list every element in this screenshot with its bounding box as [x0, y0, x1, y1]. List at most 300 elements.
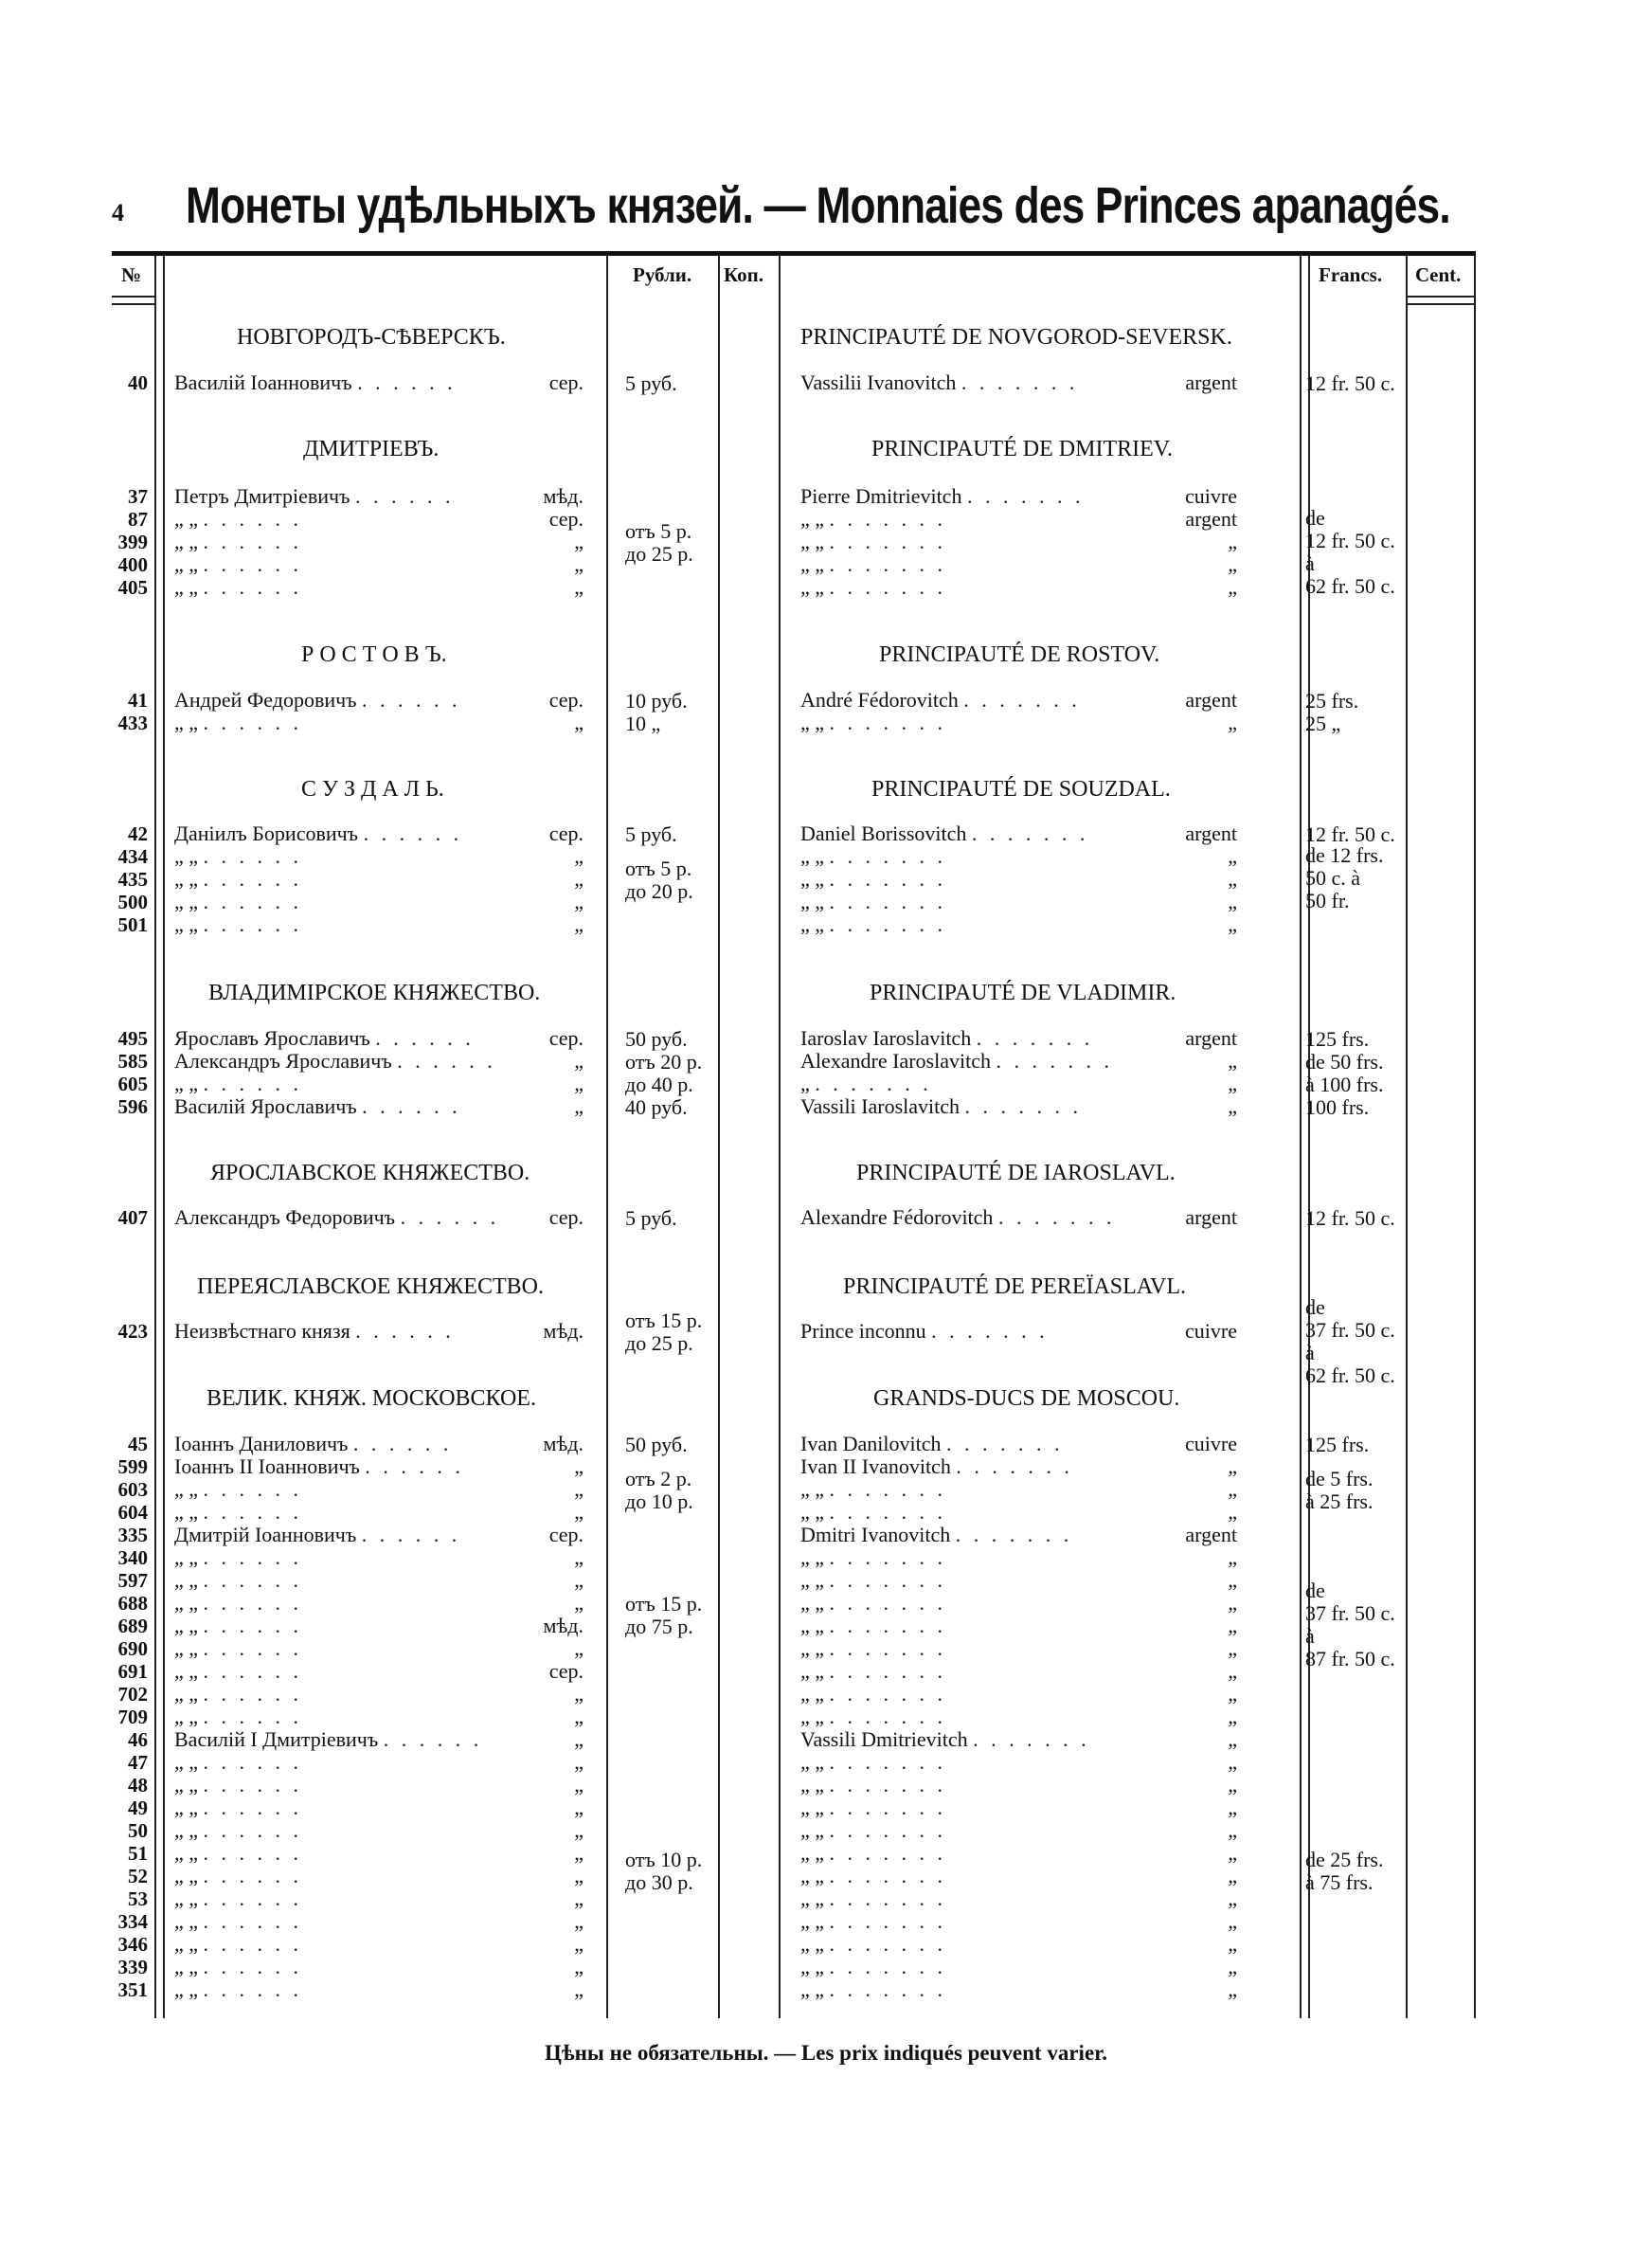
ruler-name-ru: „ „ . . . . . .: [174, 1500, 303, 1524]
metal-fr: cuivre: [1185, 484, 1237, 508]
catalog-number: 433: [117, 712, 148, 734]
table-row: [0, 1728, 1652, 1751]
leader-dots: . . . . . .: [365, 1454, 464, 1478]
metal-fr: „: [1228, 1977, 1237, 2001]
leader-dots: . . . . . . .: [956, 1454, 1073, 1478]
price-rubles: до 25 р.: [625, 542, 693, 566]
ruler-name-fr: „ „ . . . . . . .: [800, 1659, 947, 1683]
leader-dots: . . . . . .: [203, 1977, 303, 2001]
leader-dots: . . . . . . .: [829, 1614, 947, 1637]
ruler-name-ru: „ „ . . . . . .: [174, 530, 303, 553]
price-rubles: до 25 р.: [625, 1331, 693, 1355]
metal-ru: „: [574, 1568, 584, 1592]
metal-ru: сер.: [548, 688, 584, 712]
section-fr: PRINCIPAUTÉ DE NOVGOROD-SEVERSK.: [800, 325, 1232, 350]
ruler-name-fr: Iaroslav Iaroslavitch . . . . . . .: [800, 1026, 1094, 1050]
leader-dots: . . . . . . .: [996, 1049, 1113, 1073]
leader-dots: . . . . . .: [203, 1864, 303, 1887]
table-row: [0, 1320, 1652, 1343]
ruler-name-fr: „ „ . . . . . . .: [800, 1818, 947, 1842]
leader-dots: . . . . . . .: [829, 867, 947, 891]
leader-dots: . . . . . .: [203, 890, 303, 913]
ruler-name-fr: „ „ . . . . . . .: [800, 1591, 947, 1615]
metal-ru: мѣд.: [543, 1319, 584, 1343]
price-rubles: 10 „: [625, 712, 661, 735]
ruler-name-ru: „ „ . . . . . .: [174, 1705, 303, 1728]
table-row: [0, 1524, 1652, 1546]
leader-dots: . . . . . .: [400, 1205, 500, 1229]
table-row: [0, 1660, 1652, 1683]
metal-ru: мѣд.: [543, 1432, 584, 1455]
ruler-name-ru: Андрей Федоровичъ . . . . . .: [174, 688, 461, 712]
ruler-name-fr: „ „ . . . . . . .: [800, 1887, 947, 1910]
metal-ru: „: [574, 844, 584, 868]
ruler-name-fr: „ „ . . . . . . .: [800, 844, 947, 868]
leader-dots: . . . . . . .: [829, 711, 947, 734]
metal-fr: „: [1228, 1659, 1237, 1683]
header-kop: Коп.: [724, 263, 764, 286]
leader-dots: . . . . . . .: [829, 1955, 947, 1978]
catalog-number: 495: [117, 1027, 148, 1050]
ruler-name-fr: „ „ . . . . . . .: [800, 1955, 947, 1978]
metal-fr: „: [1228, 867, 1237, 891]
price-francs: 12 fr. 50 c.: [1305, 822, 1395, 846]
ruler-name-fr: „ „ . . . . . . .: [800, 530, 947, 553]
leader-dots: . . . . . . .: [829, 844, 947, 868]
price-rubles: отъ 5 р.: [625, 519, 692, 543]
leader-dots: . . . . . . .: [829, 1500, 947, 1524]
header-rule-no: [112, 296, 154, 305]
price-rubles: до 40 р.: [625, 1073, 693, 1096]
metal-ru: „: [574, 1591, 584, 1615]
price-francs: à: [1305, 551, 1315, 575]
catalog-number: 42: [128, 822, 148, 845]
top-rule: [112, 251, 1476, 256]
leader-dots: . . . . . . .: [829, 552, 947, 576]
ruler-name-ru: „ „ . . . . . .: [174, 1909, 303, 1933]
table-row: [0, 1865, 1652, 1887]
price-francs: 62 fr. 50 c.: [1305, 574, 1395, 598]
leader-dots: . . . . . . .: [973, 1727, 1090, 1751]
table-row: [0, 822, 1652, 845]
price-rubles: 5 руб.: [625, 1206, 677, 1230]
header-cent: Cent.: [1415, 263, 1462, 286]
leader-dots: . . . . . .: [203, 1796, 303, 1819]
metal-fr: cuivre: [1185, 1319, 1237, 1343]
price-rubles: отъ 15 р.: [625, 1592, 703, 1616]
metal-ru: сер.: [548, 507, 584, 531]
catalog-number: 49: [128, 1797, 148, 1819]
section-fr: GRANDS-DUCS DE MOSCOU.: [873, 1386, 1180, 1411]
price-rubles: 5 руб.: [625, 822, 677, 846]
metal-ru: „: [574, 1773, 584, 1797]
metal-fr: „: [1228, 1727, 1237, 1751]
metal-fr: argent: [1185, 688, 1237, 712]
catalog-number: 405: [117, 576, 148, 599]
ruler-name-ru: „ „ . . . . . .: [174, 1545, 303, 1569]
table-row: [0, 1637, 1652, 1660]
ruler-name-ru: „ „ . . . . . .: [174, 1955, 303, 1978]
metal-ru: „: [574, 1955, 584, 1978]
leader-dots: . . . . . .: [203, 912, 303, 936]
metal-fr: cuivre: [1185, 1432, 1237, 1455]
ruler-name-fr: „ „ . . . . . . .: [800, 1705, 947, 1728]
ruler-name-fr: „ . . . . . . .: [800, 1072, 932, 1095]
table-row: [0, 1433, 1652, 1455]
leader-dots: . . . . . . .: [997, 1205, 1116, 1229]
catalog-number: 596: [117, 1095, 148, 1118]
leader-dots: . . . . . . .: [829, 890, 947, 913]
page-number: 4: [112, 199, 124, 226]
metal-ru: мѣд.: [543, 484, 584, 508]
metal-ru: „: [574, 1049, 584, 1073]
leader-dots: . . . . . . .: [829, 912, 947, 936]
price-rubles: 50 руб.: [625, 1027, 688, 1051]
leader-dots: . . . . . . .: [829, 575, 947, 599]
ruler-name-ru: „ „ . . . . . .: [174, 1750, 303, 1774]
metal-ru: сер.: [548, 1026, 584, 1050]
catalog-number: 335: [117, 1524, 148, 1546]
section-ru: ВЕЛИК. КНЯЖ. МОСКОВСКОЕ.: [206, 1386, 536, 1411]
leader-dots: . . . . . .: [352, 1432, 453, 1455]
ruler-name-fr: „ „ . . . . . . .: [800, 1932, 947, 1956]
leader-dots: . . . . . .: [203, 552, 303, 576]
table-row: [0, 485, 1652, 508]
metal-fr: „: [1228, 711, 1237, 734]
metal-fr: „: [1228, 912, 1237, 936]
leader-dots: . . . . . . .: [829, 1659, 947, 1683]
metal-fr: „: [1228, 1887, 1237, 1910]
metal-fr: „: [1228, 1614, 1237, 1637]
metal-ru: „: [574, 1682, 584, 1706]
ruler-name-ru: Василій I Дмитріевичъ . . . . . .: [174, 1727, 483, 1751]
leader-dots: . . . . . . .: [829, 1591, 947, 1615]
catalog-number: 53: [128, 1887, 148, 1910]
catalog-number: 599: [117, 1455, 148, 1478]
ruler-name-ru: „ „ . . . . . .: [174, 1477, 303, 1501]
table-row: [0, 1455, 1652, 1478]
leader-dots: . . . . . . .: [955, 1523, 1073, 1546]
catalog-number: 399: [117, 531, 148, 553]
leader-dots: . . . . . . .: [945, 1432, 1064, 1455]
table-row: [0, 1887, 1652, 1910]
leader-dots: . . . . . .: [361, 1523, 461, 1546]
leader-dots: . . . . . .: [203, 844, 303, 868]
leader-dots: . . . . . .: [363, 822, 463, 845]
section-fr: PRINCIPAUTÉ DE DMITRIEV.: [871, 437, 1174, 461]
price-francs: 25 frs.: [1305, 689, 1359, 713]
price-francs: à 25 frs.: [1305, 1490, 1374, 1513]
leader-dots: . . . . . .: [203, 867, 303, 891]
price-francs: à 75 frs.: [1305, 1870, 1374, 1894]
metal-fr: „: [1228, 1932, 1237, 1956]
leader-dots: . . . . . . .: [815, 1072, 932, 1095]
ruler-name-ru: „ „ . . . . . .: [174, 1887, 303, 1910]
table-row: [0, 1706, 1652, 1728]
metal-ru: „: [574, 552, 584, 576]
table-row: [0, 1774, 1652, 1797]
ruler-name-fr: Pierre Dmitrievitch . . . . . . .: [800, 484, 1085, 508]
ruler-name-ru: Іоаннъ II Іоанновичъ . . . . . .: [174, 1454, 464, 1478]
catalog-number: 709: [117, 1706, 148, 1728]
price-francs: de: [1305, 1579, 1325, 1602]
ruler-name-fr: „ „ . . . . . . .: [800, 1682, 947, 1706]
price-francs: 100 frs.: [1305, 1095, 1370, 1119]
metal-ru: „: [574, 1909, 584, 1933]
ruler-name-ru: „ „ . . . . . .: [174, 1773, 303, 1797]
leader-dots: . . . . . . .: [966, 484, 1085, 508]
leader-dots: . . . . . .: [203, 1818, 303, 1842]
ruler-name-ru: „ „ . . . . . .: [174, 1841, 303, 1865]
leader-dots: . . . . . .: [203, 1932, 303, 1956]
section-ru: ПЕРЕЯСЛАВСКОЕ КНЯЖЕСТВО.: [197, 1274, 544, 1299]
catalog-number: 346: [117, 1933, 148, 1956]
metal-fr: „: [1228, 1841, 1237, 1865]
ruler-name-ru: „ „ . . . . . .: [174, 575, 303, 599]
price-francs: de 5 frs.: [1305, 1467, 1374, 1490]
ruler-name-fr: „ „ . . . . . . .: [800, 1864, 947, 1887]
leader-dots: . . . . . .: [203, 1568, 303, 1592]
table-row: [0, 1978, 1652, 2001]
leader-dots: . . . . . . .: [829, 507, 947, 531]
metal-ru: сер.: [548, 370, 584, 394]
leader-dots: . . . . . .: [203, 530, 303, 553]
leader-dots: . . . . . . .: [829, 1545, 947, 1569]
leader-dots: . . . . . .: [203, 1591, 303, 1615]
metal-ru: „: [574, 1818, 584, 1842]
price-francs: 12 fr. 50 c.: [1305, 371, 1395, 395]
ruler-name-ru: „ „ . . . . . .: [174, 1932, 303, 1956]
header-rub: Рубли.: [633, 263, 692, 286]
leader-dots: . . . . . . .: [961, 370, 1079, 394]
catalog-number: 597: [117, 1569, 148, 1592]
leader-dots: . . . . . . .: [829, 1750, 947, 1774]
metal-fr: „: [1228, 844, 1237, 868]
price-rubles: 5 руб.: [625, 371, 677, 395]
catalog-number: 500: [117, 891, 148, 913]
metal-fr: „: [1228, 1454, 1237, 1478]
leader-dots: . . . . . . .: [931, 1319, 1049, 1343]
metal-fr: „: [1228, 1591, 1237, 1615]
metal-fr: „: [1228, 1477, 1237, 1501]
metal-fr: argent: [1185, 370, 1237, 394]
price-rubles: до 30 р.: [625, 1870, 693, 1894]
price-rubles: 10 руб.: [625, 689, 688, 713]
metal-fr: „: [1228, 1049, 1237, 1073]
catalog-number: 41: [128, 689, 148, 712]
metal-fr: „: [1228, 1818, 1237, 1842]
ruler-name-ru: „ „ . . . . . .: [174, 1072, 303, 1095]
ruler-name-ru: Василій Ярославичъ . . . . . .: [174, 1094, 461, 1118]
catalog-number: 50: [128, 1819, 148, 1842]
table-row: [0, 868, 1652, 891]
leader-dots: . . . . . . .: [971, 822, 1089, 845]
catalog-number: 501: [117, 913, 148, 936]
price-francs: à 100 frs.: [1305, 1073, 1384, 1096]
catalog-number: 585: [117, 1050, 148, 1073]
metal-fr: „: [1228, 1773, 1237, 1797]
catalog-number: 51: [128, 1842, 148, 1865]
ruler-name-ru: „ „ . . . . . .: [174, 912, 303, 936]
ruler-name-fr: „ „ . . . . . . .: [800, 890, 947, 913]
catalog-number: 603: [117, 1478, 148, 1501]
table-row: [0, 1751, 1652, 1774]
price-francs: 125 frs.: [1305, 1027, 1370, 1051]
header-no: №: [121, 263, 142, 286]
metal-ru: „: [574, 1887, 584, 1910]
ruler-name-ru: Александръ Ярославичъ . . . . . .: [174, 1049, 496, 1073]
metal-fr: „: [1228, 552, 1237, 576]
catalog-number: 400: [117, 553, 148, 576]
metal-ru: „: [574, 1727, 584, 1751]
ruler-name-ru: „ „ . . . . . .: [174, 1614, 303, 1637]
catalog-number: 604: [117, 1501, 148, 1524]
metal-ru: сер.: [548, 1523, 584, 1546]
metal-ru: „: [574, 1545, 584, 1569]
ruler-name-ru: „ „ . . . . . .: [174, 1682, 303, 1706]
metal-ru: „: [574, 1796, 584, 1819]
leader-dots: . . . . . .: [383, 1727, 483, 1751]
price-francs: de 25 frs.: [1305, 1848, 1384, 1871]
price-rubles: 40 руб.: [625, 1095, 688, 1119]
header-francs: Francs.: [1319, 263, 1383, 286]
ruler-name-ru: „ „ . . . . . .: [174, 890, 303, 913]
ruler-name-fr: „ „ . . . . . . .: [800, 1500, 947, 1524]
price-francs: 37 fr. 50 c.: [1305, 1601, 1395, 1625]
section-ru: ВЛАДИМІРСКОЕ КНЯЖЕСТВО.: [208, 981, 541, 1005]
metal-fr: „: [1228, 1072, 1237, 1095]
catalog-number: 339: [117, 1956, 148, 1978]
ruler-name-ru: Неизвѣстнаго князя . . . . . .: [174, 1319, 455, 1343]
metal-fr: „: [1228, 1955, 1237, 1978]
ruler-name-fr: Alexandre Fédorovitch . . . . . . .: [800, 1205, 1116, 1229]
catalog-number: 340: [117, 1546, 148, 1569]
leader-dots: . . . . . . .: [829, 1568, 947, 1592]
metal-fr: „: [1228, 1750, 1237, 1774]
ruler-name-fr: Vassili Dmitrievitch . . . . . . .: [800, 1727, 1090, 1751]
ruler-name-ru: „ „ . . . . . .: [174, 1659, 303, 1683]
price-francs: 50 c. à: [1305, 866, 1361, 890]
leader-dots: . . . . . . .: [829, 1932, 947, 1956]
leader-dots: . . . . . . .: [829, 1909, 947, 1933]
catalog-number: 434: [117, 845, 148, 868]
section-ru: НОВГОРОДЪ-СѢВЕРСКЪ.: [237, 325, 506, 350]
leader-dots: . . . . . . .: [829, 1796, 947, 1819]
table-row: [0, 531, 1652, 553]
leader-dots: . . . . . . .: [829, 530, 947, 553]
price-rubles: отъ 10 р.: [625, 1848, 703, 1871]
metal-ru: „: [574, 1841, 584, 1865]
table-row: [0, 1546, 1652, 1569]
section-fr: PRINCIPAUTÉ DE IAROSLAVL.: [856, 1161, 1176, 1185]
price-francs: de 12 frs.: [1305, 843, 1384, 867]
leader-dots: . . . . . .: [203, 1773, 303, 1797]
ruler-name-fr: „ „ . . . . . . .: [800, 1796, 947, 1819]
table-row: [0, 1095, 1652, 1118]
leader-dots: . . . . . . .: [829, 1841, 947, 1865]
table-row: [0, 1050, 1652, 1073]
table-row: [0, 1501, 1652, 1524]
metal-fr: argent: [1185, 507, 1237, 531]
price-francs: 50 fr.: [1305, 889, 1350, 912]
catalog-number: 605: [117, 1073, 148, 1095]
ruler-name-fr: „ „ . . . . . . .: [800, 507, 947, 531]
price-francs: de: [1305, 1295, 1325, 1319]
metal-ru: „: [574, 1500, 584, 1524]
leader-dots: . . . . . .: [203, 1659, 303, 1683]
ruler-name-fr: „ „ . . . . . . .: [800, 1773, 947, 1797]
catalog-number: 702: [117, 1683, 148, 1706]
table-row: [0, 913, 1652, 936]
price-francs: de: [1305, 506, 1325, 530]
metal-fr: „: [1228, 1796, 1237, 1819]
table-row: [0, 371, 1652, 394]
catalog-number: 52: [128, 1865, 148, 1887]
ruler-name-fr: „ „ . . . . . . .: [800, 1977, 947, 2001]
leader-dots: . . . . . .: [203, 1614, 303, 1637]
metal-fr: „: [1228, 1545, 1237, 1569]
ruler-name-fr: „ „ . . . . . . .: [800, 711, 947, 734]
section-ru: ЯРОСЛАВСКОЕ КНЯЖЕСТВО.: [210, 1161, 530, 1185]
metal-fr: „: [1228, 890, 1237, 913]
table-row: [0, 689, 1652, 712]
ruler-name-fr: Dmitri Ivanovitch . . . . . . .: [800, 1523, 1073, 1546]
ruler-name-fr: Daniel Borissovitch . . . . . . .: [800, 822, 1089, 845]
metal-fr: „: [1228, 1682, 1237, 1706]
ruler-name-fr: „ „ . . . . . . .: [800, 1477, 947, 1501]
table-row: [0, 1027, 1652, 1050]
ruler-name-ru: „ „ . . . . . .: [174, 507, 303, 531]
price-francs: 87 fr. 50 c.: [1305, 1647, 1395, 1670]
leader-dots: . . . . . .: [203, 1750, 303, 1774]
ruler-name-fr: Alexandre Iaroslavitch . . . . . . .: [800, 1049, 1113, 1073]
leader-dots: . . . . . . .: [829, 1477, 947, 1501]
ruler-name-fr: „ „ . . . . . . .: [800, 1841, 947, 1865]
leader-dots: . . . . . .: [357, 370, 457, 394]
metal-fr: „: [1228, 1094, 1237, 1118]
metal-ru: „: [574, 890, 584, 913]
catalog-number: 407: [117, 1206, 148, 1229]
ruler-name-fr: „ „ . . . . . . .: [800, 1614, 947, 1637]
leader-dots: . . . . . . .: [829, 1977, 947, 2001]
ruler-name-ru: „ „ . . . . . .: [174, 844, 303, 868]
metal-ru: „: [574, 912, 584, 936]
metal-ru: „: [574, 1932, 584, 1956]
ruler-name-ru: „ „ . . . . . .: [174, 1568, 303, 1592]
section-fr: PRINCIPAUTÉ DE ROSTOV.: [879, 642, 1160, 667]
metal-fr: „: [1228, 1636, 1237, 1660]
ruler-name-ru: „ „ . . . . . .: [174, 711, 303, 734]
ruler-name-ru: Даніилъ Борисовичъ . . . . . .: [174, 822, 463, 845]
metal-ru: „: [574, 1477, 584, 1501]
metal-ru: „: [574, 1072, 584, 1095]
catalog-number: 45: [128, 1433, 148, 1455]
metal-fr: argent: [1185, 1026, 1237, 1050]
footer-note: Цѣны не обязательны. — Les prix indiqués peuvent varier.: [544, 2041, 1107, 2065]
table-row: [0, 576, 1652, 599]
price-rubles: 50 руб.: [625, 1433, 688, 1456]
metal-ru: „: [574, 1750, 584, 1774]
price-francs: 37 fr. 50 c.: [1305, 1318, 1395, 1342]
metal-ru: „: [574, 867, 584, 891]
catalog-number: 691: [117, 1660, 148, 1683]
catalog-number: 87: [128, 508, 148, 531]
leader-dots: . . . . . .: [203, 1955, 303, 1978]
metal-ru: сер.: [548, 1205, 584, 1229]
leader-dots: . . . . . . .: [829, 1705, 947, 1728]
ruler-name-fr: Vassili Iaroslavitch . . . . . . .: [800, 1094, 1083, 1118]
ruler-name-fr: André Fédorovitch . . . . . . .: [800, 688, 1081, 712]
